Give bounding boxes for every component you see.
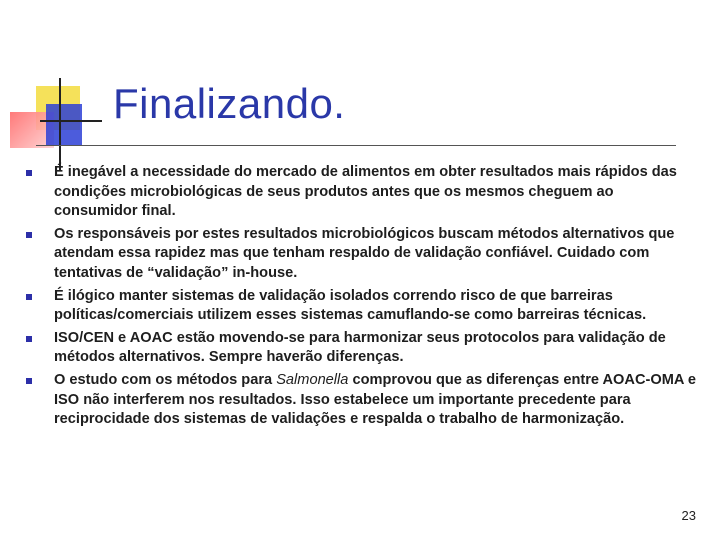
bullet-text: É ilógico manter sistemas de validação isolados correndo risco de que barreiras políticas/comerciais utilizem esses sistemas camuflando-se como barreiras técnicas. bbox=[54, 287, 647, 324]
bullet-text: ISO/CEN e AOAC estão movendo-se para harmonizar seus protocolos para validação de métodos alternativos. Sempre haverão diferenças. bbox=[54, 329, 666, 366]
decorative-logo-icon bbox=[0, 0, 120, 160]
bullet-text-before: O estudo com os métodos para bbox=[54, 371, 277, 388]
logo-horizontal-line bbox=[40, 120, 102, 122]
slide-title: Finalizando. bbox=[113, 80, 346, 127]
bullet-text-italic: Salmonella bbox=[276, 371, 349, 388]
logo-blue-square bbox=[46, 104, 82, 146]
bullet-item bbox=[24, 225, 700, 284]
page-number: 23 bbox=[681, 508, 696, 523]
bullet-item bbox=[24, 371, 700, 430]
bullet-square-icon bbox=[26, 378, 32, 384]
bullet-item bbox=[24, 329, 700, 368]
bullet-square-icon bbox=[26, 336, 32, 342]
logo-vertical-line bbox=[59, 78, 61, 170]
bullet-square-icon bbox=[26, 294, 32, 300]
bullet-list bbox=[24, 163, 700, 433]
bullet-item bbox=[24, 287, 700, 326]
bullet-square-icon bbox=[26, 232, 32, 238]
bullet-text-after: comprovou que as diferenças entre AOAC-OMA e ISO não interferem nos resultados. Isso estabelece um importante precedente para reciprocidade dos sistemas de validações e respalda o trabalho de harmonização. bbox=[54, 371, 697, 428]
bullet-item bbox=[24, 163, 700, 222]
bullet-text: É inegável a necessidade do mercado de alimentos em obter resultados mais rápidos das condições microbiológicas de seus produtos antes que os mesmos cheguem ao consumidor final. bbox=[54, 164, 677, 220]
bullet-text: Os responsáveis por estes resultados microbiológicos buscam métodos alternativos que atendam essa rapidez mas que tenham respaldo de validação confiável. Cuidado com tentativas de “validação” in-house. bbox=[54, 225, 675, 281]
title-divider bbox=[36, 145, 676, 146]
bullet-square-icon bbox=[26, 170, 32, 176]
